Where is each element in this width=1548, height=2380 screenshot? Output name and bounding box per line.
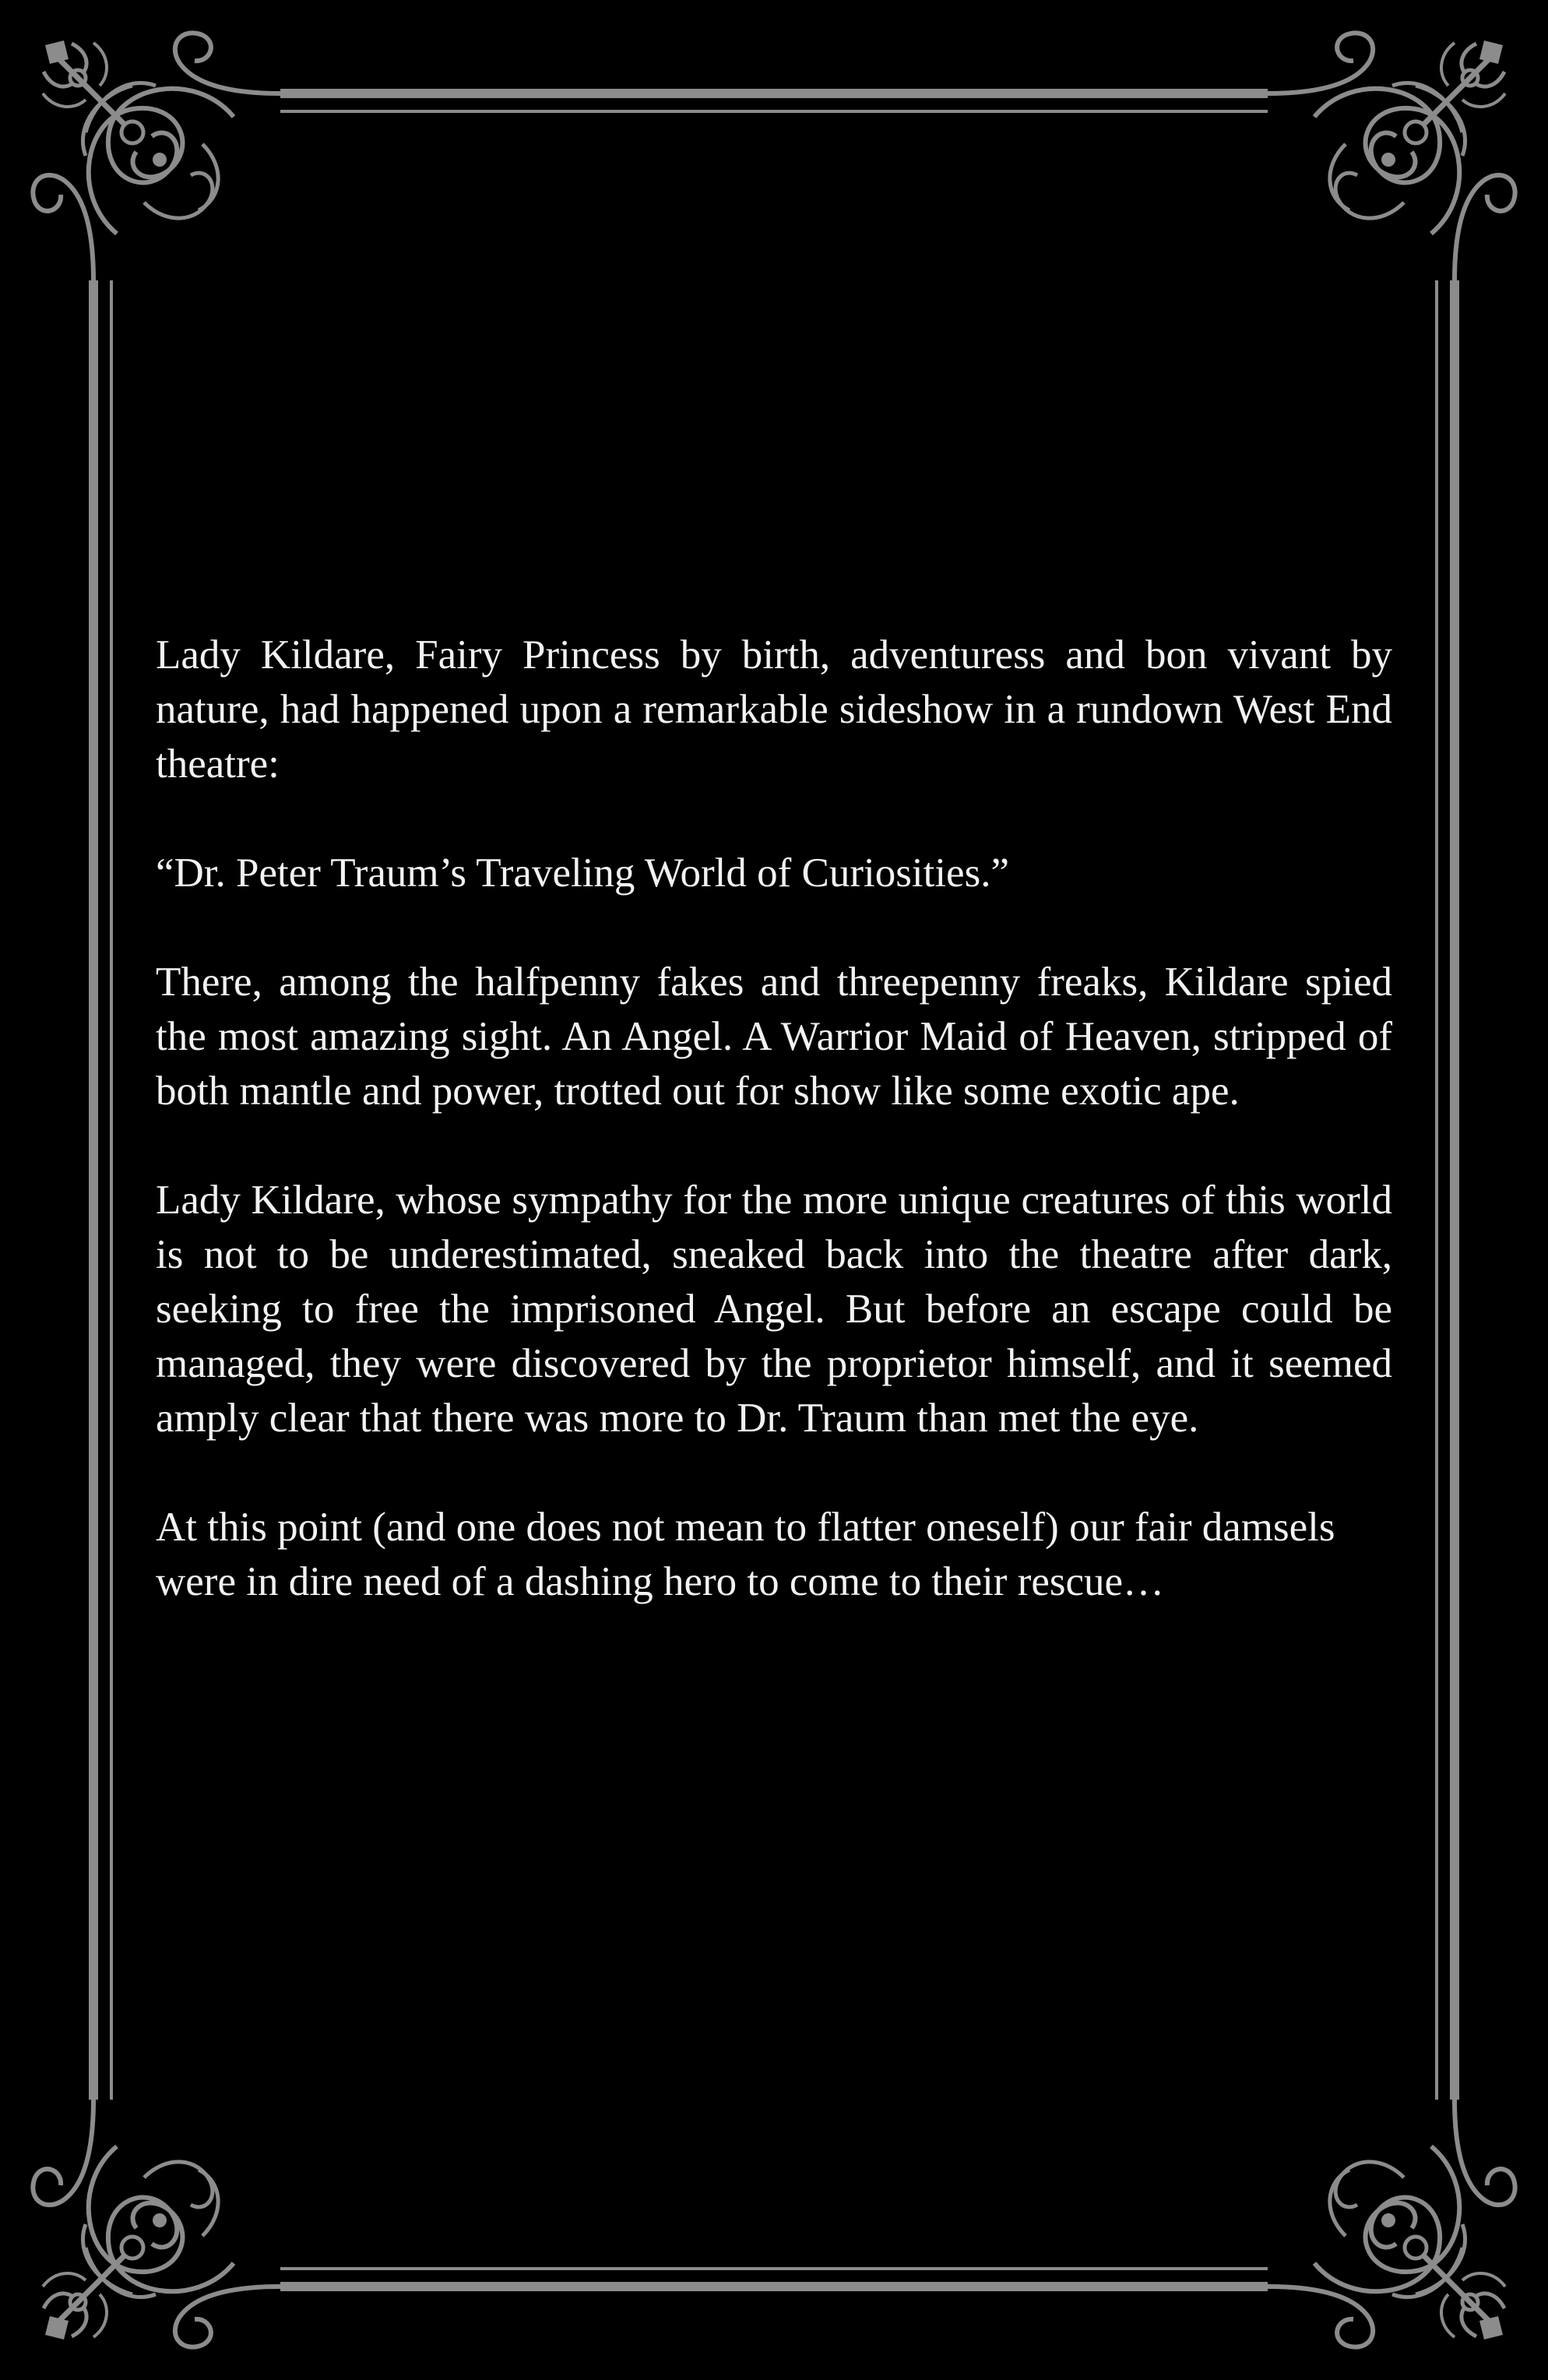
paragraph-sideshow-title: “Dr. Peter Traum’s Traveling World of Curiosities.”: [156, 850, 1009, 896]
story-text-block: [156, 628, 1392, 1664]
corner-ornament-top-right-icon: [1268, 33, 1515, 280]
paragraph-intro: Lady Kildare, Fairy Princess by birth, adventuress and bon vivant by nature, had happened upon a remarkable sideshow in a rundown West End theatre:: [156, 632, 1392, 787]
corner-ornament-bottom-left-icon: [33, 2100, 280, 2347]
corner-ornament-top-left-icon: [33, 33, 280, 280]
paragraph-rescue-attempt: Lady Kildare, whose sympathy for the more unique creatures of this world is not to be underestimated, sneaked back into the theatre after dark, seeking to free the imprisoned Angel. But before an escape could be managed, they were discovered by the proprietor himself, and it seemed amply clear that there was more to Dr. Traum than met the eye.: [156, 1178, 1392, 1441]
paragraph-cliffhanger: At this point (and one does not mean to flatter oneself) our fair damsels were in dire need of a dashing hero to come to their rescue…: [156, 1505, 1335, 1604]
paragraph-angel: There, among the halfpenny fakes and threepenny freaks, Kildare spied the most amazing sight. An Angel. A Warrior Maid of Heaven, stripped of both mantle and power, trotted out for show like some exotic ape.: [156, 959, 1392, 1114]
corner-ornament-bottom-right-icon: [1268, 2100, 1515, 2347]
